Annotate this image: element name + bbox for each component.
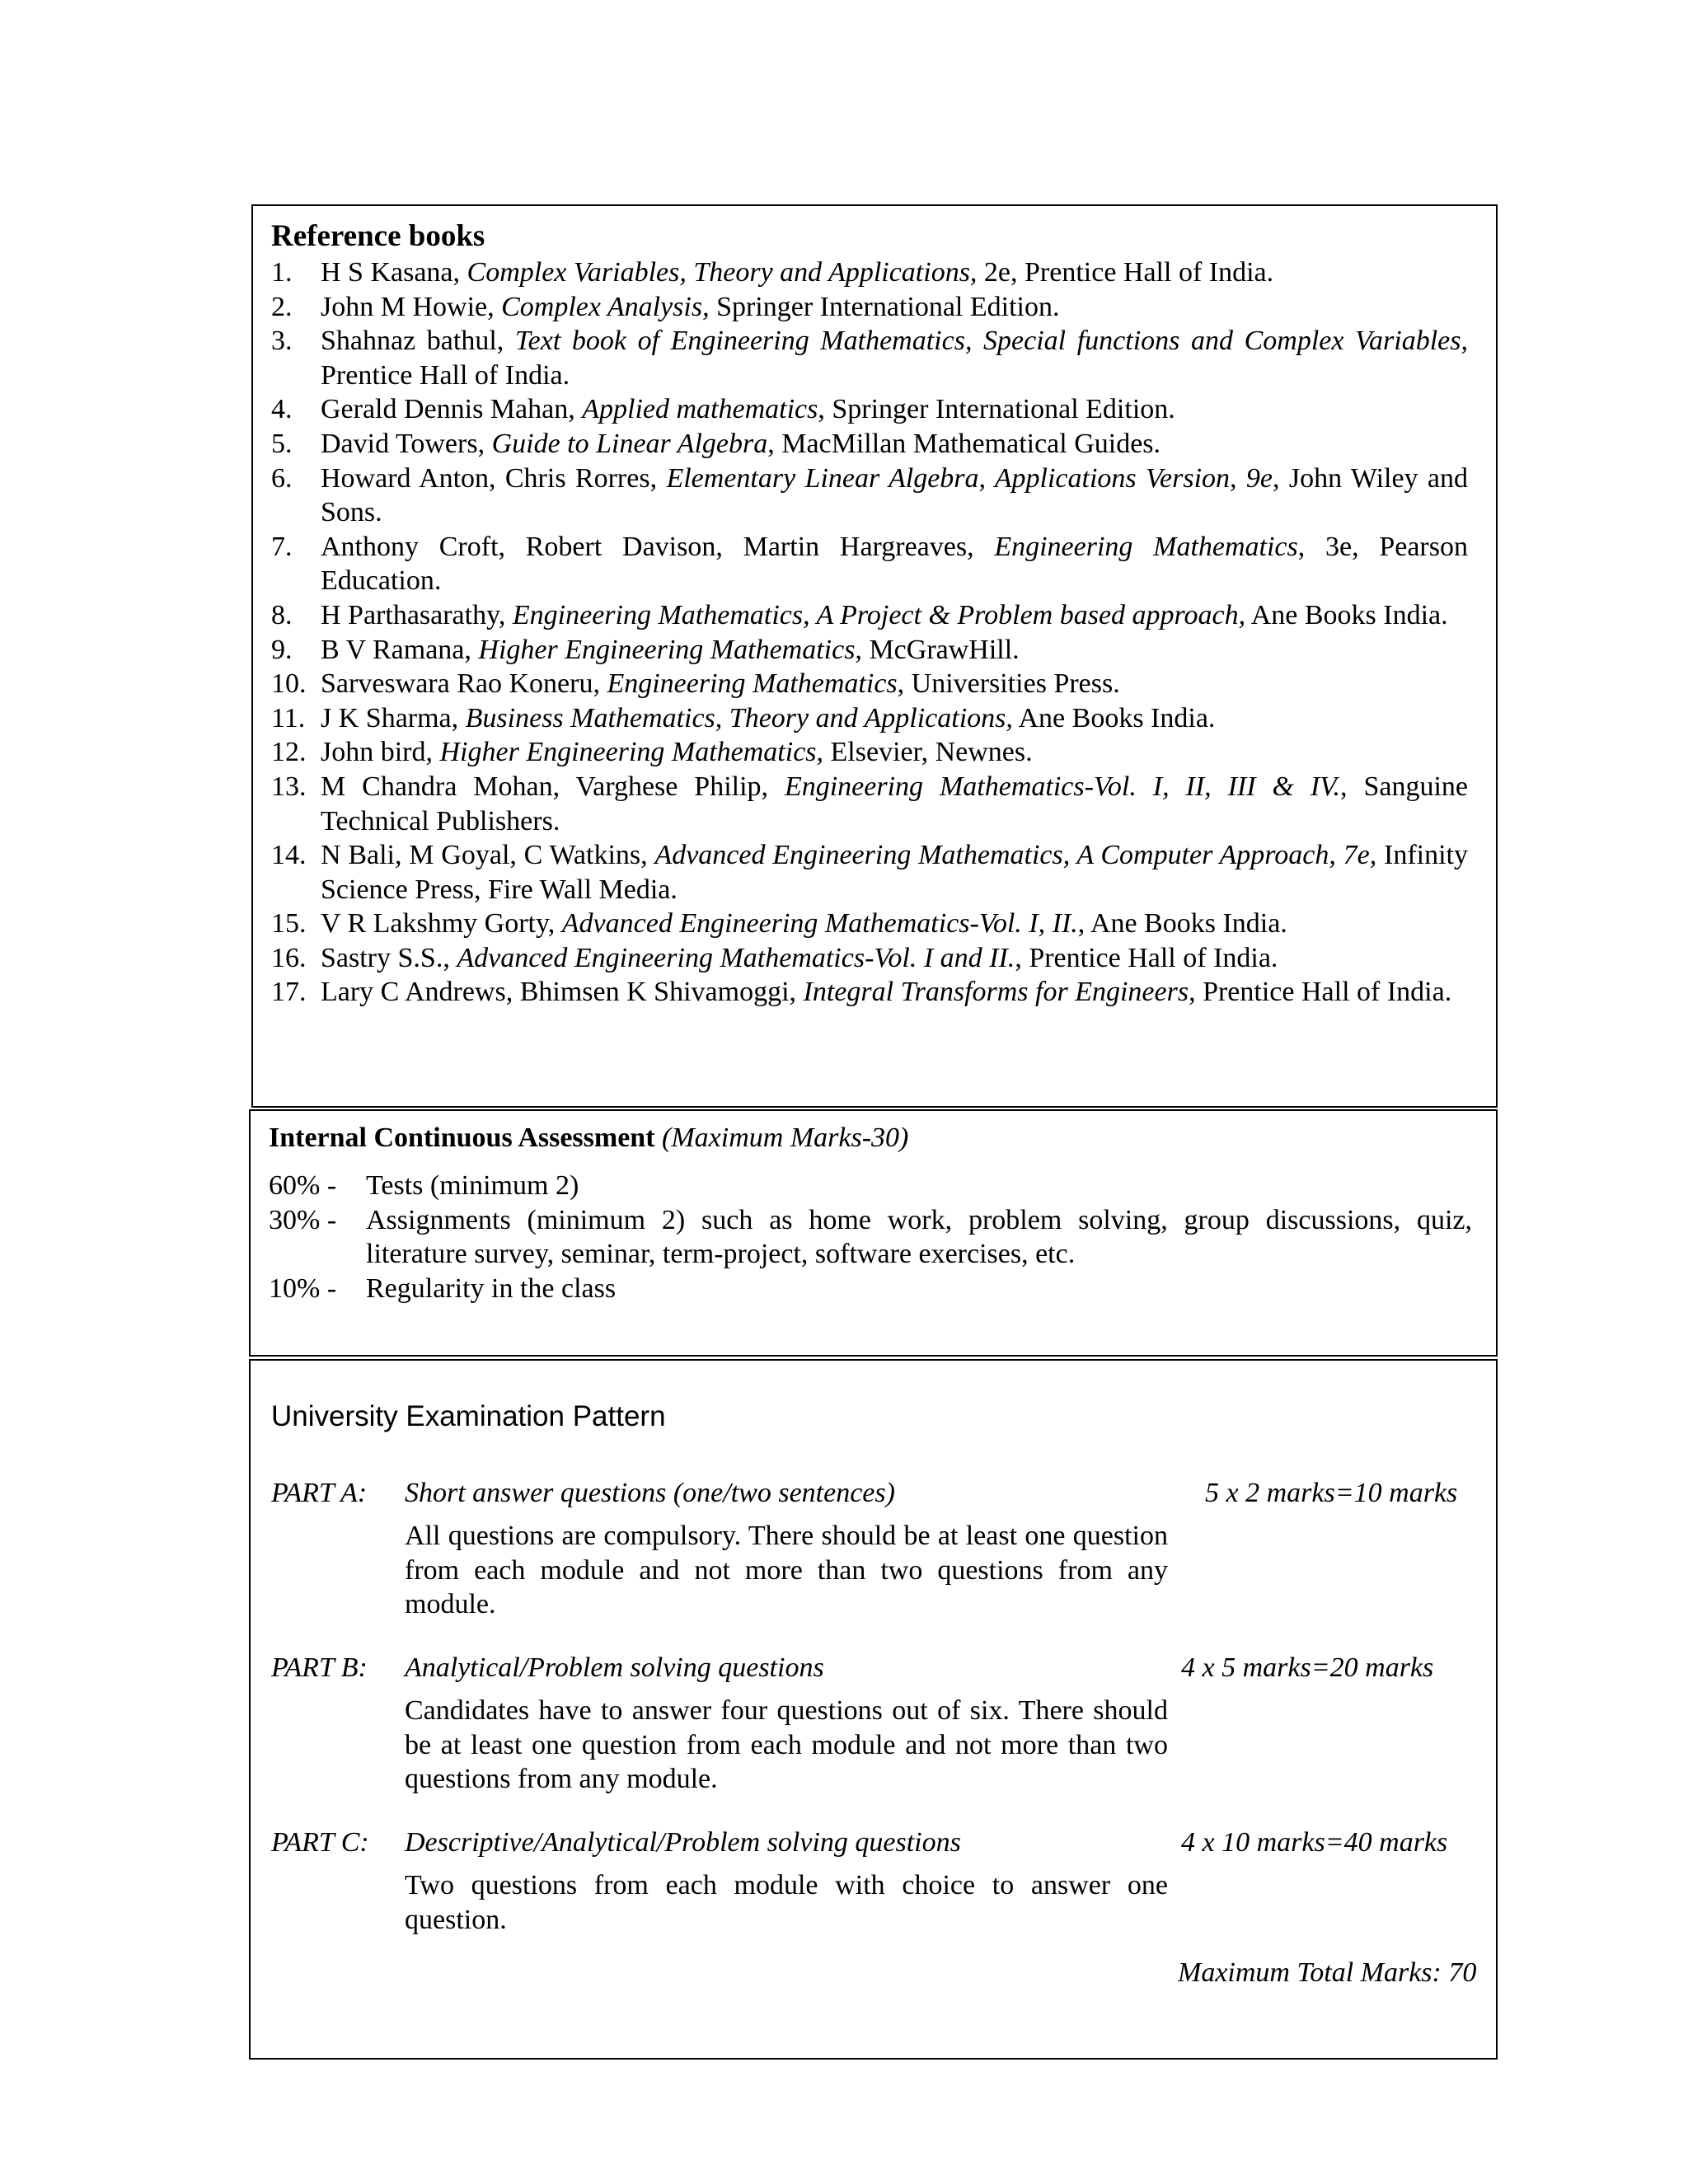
reference-text [321,635,1020,665]
reference-number: 12. [271,737,307,768]
reference-text-segment: Infinity Science Press, Fire Wall Media. [321,840,1469,905]
reference-number: 5. [271,428,293,459]
reference-text-segment: Sastry S.S., [321,942,457,973]
assessment-text: Regularity in the class [366,1272,617,1304]
reference-item [271,838,1468,907]
internal-assessment-list [269,1169,1472,1305]
reference-text [321,977,1451,1007]
assessment-percent: 30% - [269,1204,337,1235]
part-marks: 4 x 10 marks=40 marks [1181,1827,1448,1858]
internal-assessment-section [249,1109,1498,1357]
reference-text-segment: Ane Books India. [1012,702,1216,733]
reference-title-italic: Complex Analysis, [501,291,710,322]
reference-text [321,326,1468,391]
reference-text [321,257,1273,288]
reference-text [321,600,1448,630]
reference-item [271,770,1468,838]
reference-text [321,463,1468,528]
reference-text-segment: McGrawHill. [861,634,1020,665]
reference-title-italic: Text book of Engineering Mathematics, Special functions and Complex Variables, [514,326,1468,357]
reference-title-italic: Integral Transforms for Engineers [803,977,1189,1008]
reference-title-italic: Engineering Mathematics [607,668,898,700]
assessment-item [269,1272,1472,1306]
exam-pattern-section [249,1359,1498,2060]
reference-item [271,290,1468,325]
reference-text-segment: , Sanguine Technical Publishers. [321,771,1469,837]
reference-title-italic: Advanced Engineering Mathematics-Vol. I, II. [561,908,1078,940]
assessment-item [269,1203,1472,1272]
reference-text-segment: , Universities Press. [897,668,1120,700]
reference-text-segment: , John Wiley and Sons. [321,462,1469,528]
reference-text-segment: , Springer International Edition. [818,394,1175,425]
reference-text-segment: Sarveswara Rao Koneru, [321,668,607,700]
reference-number: 11. [271,702,306,733]
part-label: PART C: [271,1827,369,1858]
reference-text [321,668,1120,699]
reference-text-segment: John bird, [321,737,440,768]
reference-text-segment: David Towers, [321,428,492,459]
assessment-item [269,1169,1472,1203]
reference-text-segment: , MacMillan Mathematical Guides. [767,428,1161,459]
reference-number: 6. [271,462,293,494]
reference-number: 16. [271,942,307,973]
reference-title-italic: Engineering Mathematics [994,531,1298,562]
reference-number: 4. [271,394,293,425]
reference-item [271,941,1468,976]
reference-text [321,532,1468,597]
reference-text [321,737,1033,767]
reference-item [271,907,1468,941]
reference-text-segment: John M Howie, [321,291,502,322]
reference-item [271,598,1468,633]
reference-title-italic: Higher Engineering Mathematics [439,737,817,768]
reference-text [321,429,1160,459]
reference-item [271,392,1468,427]
reference-books-section [251,204,1498,1108]
reference-text-segment: B V Ramana, [321,634,479,665]
reference-text [321,943,1278,973]
reference-text-segment: Gerald Dennis Mahan, [321,394,583,425]
part-label: PART A: [271,1478,368,1508]
reference-title-italic: Higher Engineering Mathematics, [478,634,862,665]
reference-text-segment: Shahnaz bathul, [321,326,515,357]
reference-text-segment: Lary C Andrews, Bhimsen K Shivamoggi, [321,977,804,1008]
reference-text-segment: , Elsevier, Newnes. [816,737,1033,768]
reference-item [271,735,1468,770]
reference-number: 2. [271,291,293,322]
reference-text-segment: Ane Books India. [1245,599,1448,630]
reference-text-segment: N Bali, M Goyal, C Watkins, [321,840,655,871]
reference-number: 3. [271,326,293,357]
reference-text [321,908,1287,939]
reference-title-italic: Engineering Mathematics, A Project & Problem based approach, [512,599,1246,630]
reference-text-segment: V R Lakshmy Gorty, [321,908,562,940]
reference-text-segment: Howard Anton, Chris Rorres, [321,462,667,494]
part-marks: 4 x 5 marks=20 marks [1181,1652,1434,1683]
reference-text-segment: H S Kasana, [321,257,467,288]
reference-text-segment: 2e, Prentice Hall of India. [977,257,1274,288]
reference-text [321,394,1175,424]
part-description: All questions are compulsory. There should be at least one question from each module and not more than two questions from any module. [405,1521,1168,1620]
reference-text-segment: , Prentice Hall of India. [1015,942,1278,973]
reference-title-italic: Engineering Mathematics-Vol. I, II, III & IV. [784,771,1341,802]
reference-item [271,530,1468,598]
reference-title-italic: Applied mathematics [582,394,818,425]
maximum-total-marks: Maximum Total Marks: 70 [1178,1957,1477,1988]
reference-item [271,324,1468,392]
reference-text-segment: , Prentice Hall of India. [1189,977,1452,1008]
reference-number: 15. [271,908,307,940]
reference-title-italic: Complex Variables, Theory and Applications, [467,257,978,288]
assessment-text: Tests (minimum 2) [366,1170,579,1201]
reference-item [271,667,1468,701]
reference-text-segment: Springer International Edition. [709,291,1060,322]
exam-pattern-title: University Examination Pattern [271,1400,666,1432]
part-heading: Descriptive/Analytical/Problem solving questions [405,1827,961,1858]
reference-number: 9. [271,634,293,665]
reference-title-italic: Elementary Linear Algebra, Applications Version, 9e [666,462,1273,494]
reference-text [321,292,1059,322]
reference-text [321,771,1468,837]
reference-text-segment: J K Sharma, [321,702,466,733]
reference-item [271,427,1468,462]
reference-number: 10. [271,668,307,700]
reference-text [321,840,1468,905]
reference-text [321,703,1215,733]
reference-number: 1. [271,257,293,288]
part-description: Two questions from each module with choice to answer one question. [405,1870,1168,1935]
reference-item [271,975,1468,1010]
internal-assessment-heading [269,1121,908,1155]
reference-text-segment: H Parthasarathy, [321,599,513,630]
part-heading: Short answer questions (one/two sentences) [405,1478,895,1508]
reference-item [271,701,1468,736]
reference-number: 17. [271,977,307,1008]
reference-number: 13. [271,771,307,802]
reference-number: 8. [271,599,293,630]
assessment-text: Assignments (minimum 2) such as home work, problem solving, group discussions, quiz, literature survey, seminar, term-project, software exercises, etc. [366,1204,1472,1270]
internal-assessment-title: Internal Continuous Assessment [269,1122,655,1153]
reference-number: 14. [271,840,307,871]
reference-text-segment: , 3e, Pearson Education. [321,531,1468,597]
reference-title-italic: Advanced Engineering Mathematics, A Computer Approach, 7e, [654,840,1377,871]
assessment-percent: 10% - [269,1272,337,1304]
reference-text-segment: , Ane Books India. [1077,908,1287,940]
part-description: Candidates have to answer four questions out of six. There should be at least one question from each module and not more than two questions from any module. [405,1695,1168,1795]
reference-title-italic: Business Mathematics, Theory and Applications, [465,702,1013,733]
reference-item [271,633,1468,668]
reference-item [271,462,1468,530]
part-marks: 5 x 2 marks=10 marks [1205,1478,1458,1508]
reference-item [271,255,1468,290]
internal-assessment-subtitle: (Maximum Marks-30) [662,1122,909,1153]
reference-title-italic: Guide to Linear Algebra [491,428,768,459]
reference-text-segment: Anthony Croft, Robert Davison, Martin Hargreaves, [321,531,995,562]
reference-text-segment: M Chandra Mohan, Varghese Philip, [321,771,785,802]
reference-text-segment: Prentice Hall of India. [321,359,570,391]
part-heading: Analytical/Problem solving questions [405,1652,824,1683]
reference-title-italic: Advanced Engineering Mathematics-Vol. I and II. [457,942,1015,973]
reference-books-title: Reference books [271,219,485,253]
part-label: PART B: [271,1652,368,1683]
reference-books-list [271,255,1468,1010]
reference-number: 7. [271,531,293,562]
assessment-percent: 60% - [269,1170,337,1201]
